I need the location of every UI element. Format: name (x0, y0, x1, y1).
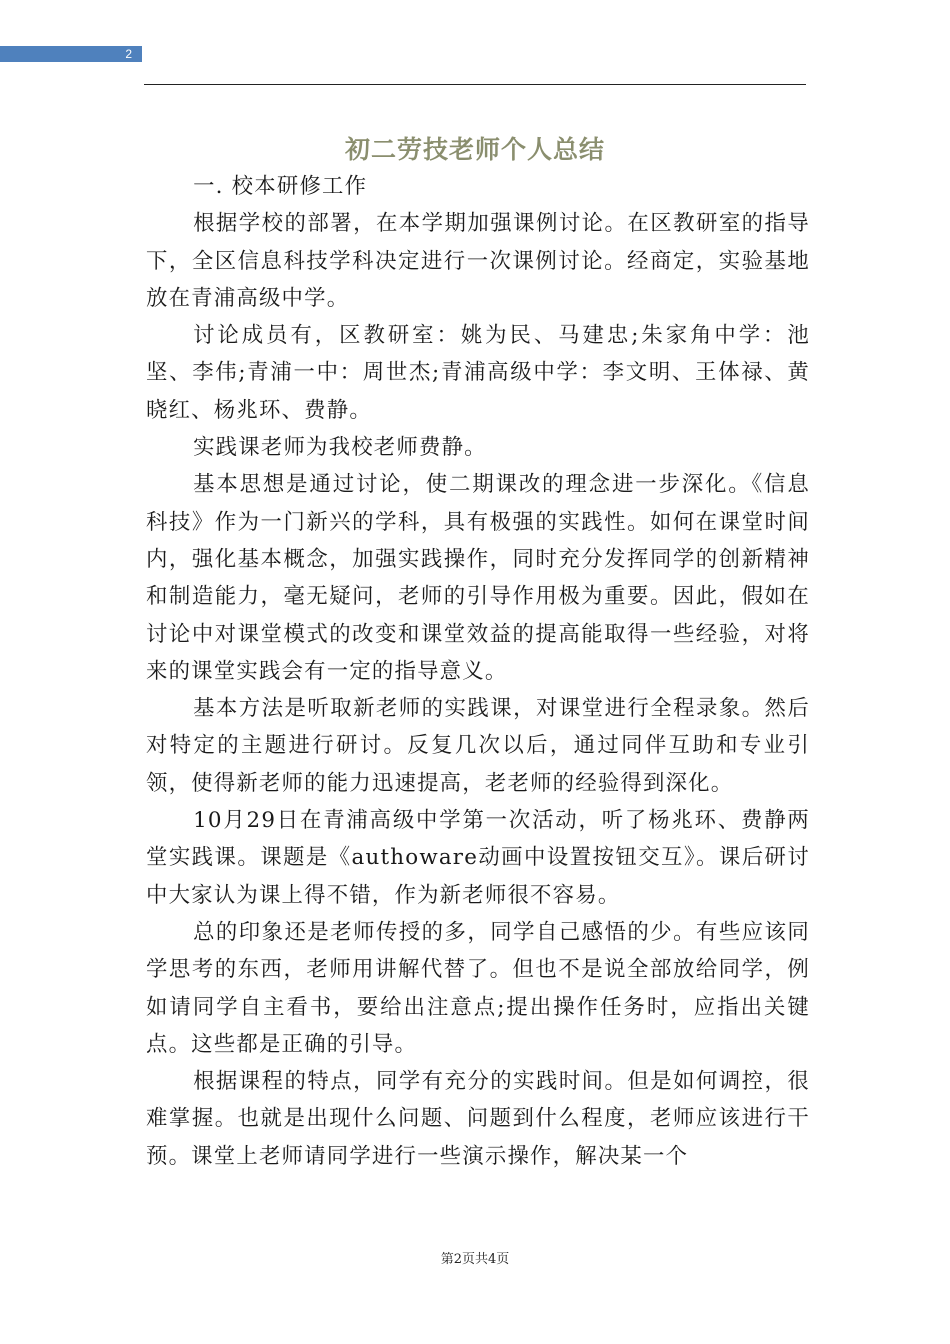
page-number: 2 (125, 47, 132, 61)
paragraph-5: 基本方法是听取新老师的实践课，对课堂进行全程录象。然后对特定的主题进行研讨。反复几次以后，通过同伴互助和专业引领，使得新老师的能力迅速提高，老老师的经验得到深化。 (146, 696, 810, 796)
paragraph-2: 讨论成员有，区教研室：姚为民、马建忠;朱家角中学：池坚、李伟;青浦一中：周世杰;青浦高级中学：李文明、王体禄、黄晓红、杨兆环、费静。 (146, 323, 810, 423)
paragraph-1: 根据学校的部署，在本学期加强课例讨论。在区教研室的指导下，全区信息科技学科决定进行一次课例讨论。经商定，实验基地放在青浦高级中学。 (146, 211, 810, 311)
page-number-tab (0, 46, 142, 62)
page-footer: 第2页共4页 (440, 1252, 510, 1267)
document-body (146, 168, 810, 1175)
paragraph-4: 基本思想是通过讨论，使二期课改的理念进一步深化。《信息科技》作为一门新兴的学科，具有极强的实践性。如何在课堂时间内，强化基本概念，加强实践操作，同时充分发挥同学的创新精神和制造能力，毫无疑问，老师的引导作用极为重要。因此，假如在讨论中对课堂模式的改变和课堂效益的提高能取得一些经验，对将来的课堂实践会有一定的指导意义。 (146, 472, 810, 684)
section-heading: 一. 校本研修工作 (193, 174, 368, 199)
paragraph-8: 根据课程的特点，同学有充分的实践时间。但是如何调控，很难掌握。也就是出现什么问题、问题到什么程度，老师应该进行干预。课堂上老师请同学进行一些演示操作，解决某一个 (146, 1069, 810, 1169)
paragraph-7: 总的印象还是老师传授的多，同学自己感悟的少。有些应该同学思考的东西，老师用讲解代替了。但也不是说全部放给同学，例如请同学自主看书，要给出注意点;提出操作任务时，应指出关键点。这些都是正确的引导。 (146, 919, 810, 1057)
header-rule (144, 84, 806, 85)
document-title: 初二劳技老师个人总结 (344, 135, 605, 164)
paragraph-3: 实践课老师为我校老师费静。 (193, 435, 487, 461)
paragraph-6: 10月29日在青浦高级中学第一次活动，听了杨兆环、费静两堂实践课。课题是《authoware动画中设置按钮交互》。课后研讨中大家认为课上得不错，作为新老师很不容易。 (146, 808, 810, 908)
